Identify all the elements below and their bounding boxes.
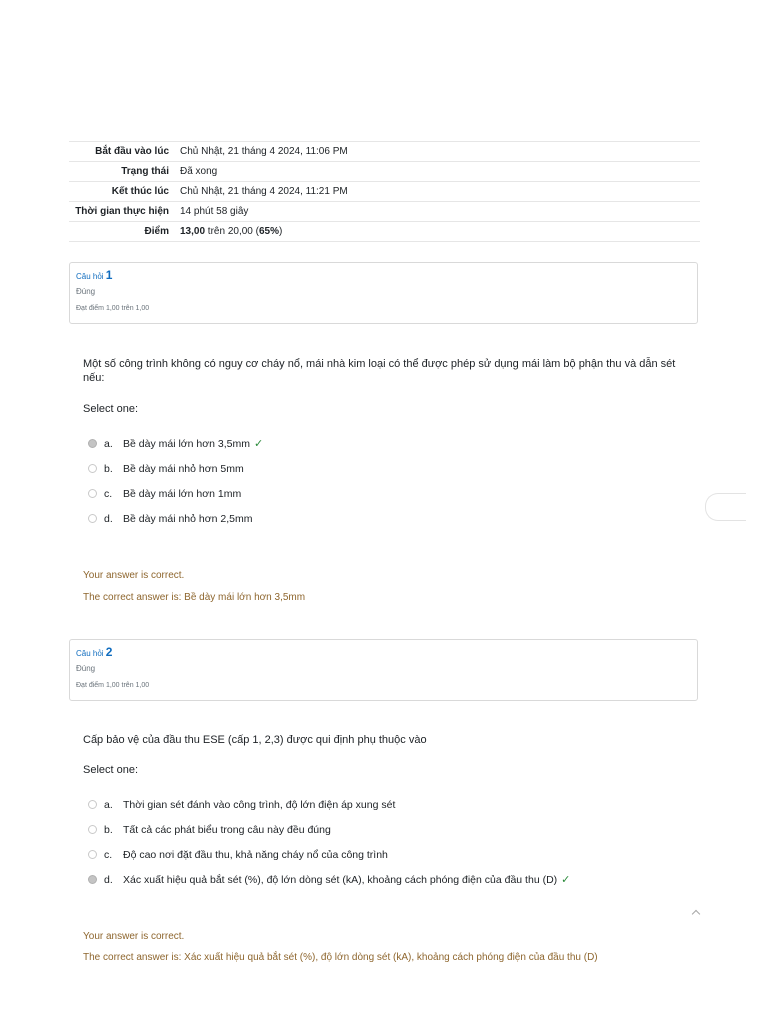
answer-option-c[interactable] (88, 481, 708, 506)
radio-button[interactable] (88, 464, 97, 473)
question-prefix: Câu hỏi (76, 649, 106, 658)
answer-letter: a. (104, 798, 113, 811)
answer-option-b[interactable] (88, 456, 708, 481)
question-text-1: Một số công trình không có nguy cơ cháy nổ, mái nhà kim loại có thể được phép sử dụng mái làm bộ phận thu và dẫn sét nếu: (83, 358, 676, 384)
radio-button[interactable] (88, 800, 97, 809)
grade-score: 13,00 (180, 226, 206, 237)
summary-row-grade (69, 222, 700, 242)
answer-text: Bề dày mái nhỏ hơn 5mm (123, 462, 244, 475)
answer-text: Thời gian sét đánh vào công trình, độ lớn điện áp xung sét (123, 798, 396, 811)
answer-list-2 (88, 792, 708, 892)
answer-letter: c. (104, 487, 113, 500)
question-state: Đúng (76, 664, 96, 673)
grade-percent: 65% (258, 226, 279, 237)
answer-letter: d. (104, 512, 113, 525)
grade-total: trên 20,00 ( (205, 226, 259, 237)
question-number (76, 646, 691, 660)
radio-button[interactable] (88, 875, 97, 884)
question-state: Đúng (76, 287, 96, 296)
check-icon: ✓ (561, 874, 571, 886)
question-info-2 (69, 639, 698, 701)
answer-text: Bề dày mái nhỏ hơn 2,5mm (123, 512, 253, 525)
radio-button[interactable] (88, 489, 97, 498)
answer-letter: b. (104, 462, 113, 475)
question-number-value: 1 (105, 268, 113, 282)
answer-option-a[interactable] (88, 792, 708, 817)
answer-text: Xác xuất hiệu quả bắt sét (%), độ lớn dòng sét (kA), khoảng cách phóng điện của đầu thu (D) (123, 873, 558, 886)
feedback-right-answer: The correct answer is: Bề dày mái lớn hơn 3,5mm (83, 592, 306, 603)
summary-label: Kết thúc lúc (69, 182, 180, 202)
answer-letter: c. (104, 848, 113, 861)
summary-value: 14 phút 58 giây (180, 202, 700, 222)
summary-row-state (69, 162, 700, 182)
radio-button[interactable] (88, 825, 97, 834)
answer-text: Bề dày mái lớn hơn 3,5mm (123, 437, 250, 450)
summary-label: Bắt đầu vào lúc (69, 142, 180, 162)
check-icon: ✓ (254, 438, 264, 450)
answer-text: Độ cao nơi đặt đầu thu, khả năng cháy nổ của công trình (123, 848, 388, 861)
feedback-correct: Your answer is correct. (83, 570, 185, 581)
question-grade: Đạt điểm 1,00 trên 1,00 (76, 305, 150, 312)
answer-option-d[interactable] (88, 506, 708, 531)
summary-label: Điểm (69, 222, 180, 242)
chevron-up-icon[interactable] (690, 906, 704, 920)
summary-value (180, 222, 700, 242)
question-grade: Đạt điểm 1,00 trên 1,00 (76, 682, 150, 689)
summary-label: Thời gian thực hiện (69, 202, 180, 222)
grade-close: ) (278, 226, 283, 237)
question-number-value: 2 (105, 645, 113, 659)
question-number (76, 269, 691, 283)
answer-letter: d. (104, 873, 113, 886)
answer-option-a[interactable] (88, 431, 708, 456)
feedback-right-answer: The correct answer is: Xác xuất hiệu quả bắt sét (%), độ lớn dòng sét (kA), khoảng cách phóng điện của đầu thu (D) (83, 952, 598, 963)
summary-row-duration (69, 202, 700, 222)
question-text-2: Cấp bảo vệ của đầu thu ESE (cấp 1, 2,3) được qui định phụ thuộc vào (83, 734, 427, 746)
summary-value: Chủ Nhật, 21 tháng 4 2024, 11:21 PM (180, 182, 700, 202)
answer-text: Tất cả các phát biểu trong câu này đều đúng (123, 823, 331, 836)
summary-value: Đã xong (180, 162, 700, 182)
answer-text: Bề dày mái lớn hơn 1mm (123, 487, 242, 500)
summary-row-started (69, 142, 700, 162)
answer-letter: b. (104, 823, 113, 836)
answer-list-1 (88, 431, 708, 531)
feedback-correct: Your answer is correct. (83, 931, 185, 942)
radio-button[interactable] (88, 439, 97, 448)
answer-option-d[interactable] (88, 867, 708, 892)
question-info-1 (69, 262, 698, 324)
side-drawer-toggle[interactable] (705, 493, 746, 521)
answer-letter: a. (104, 437, 113, 450)
radio-button[interactable] (88, 850, 97, 859)
select-one-label: Select one: (83, 764, 139, 776)
attempt-summary-table (69, 141, 700, 242)
question-prefix: Câu hỏi (76, 272, 106, 281)
summary-label: Trạng thái (69, 162, 180, 182)
answer-option-c[interactable] (88, 842, 708, 867)
select-one-label: Select one: (83, 403, 139, 415)
summary-value: Chủ Nhật, 21 tháng 4 2024, 11:06 PM (180, 142, 700, 162)
radio-button[interactable] (88, 514, 97, 523)
answer-option-b[interactable] (88, 817, 708, 842)
summary-row-completed (69, 182, 700, 202)
